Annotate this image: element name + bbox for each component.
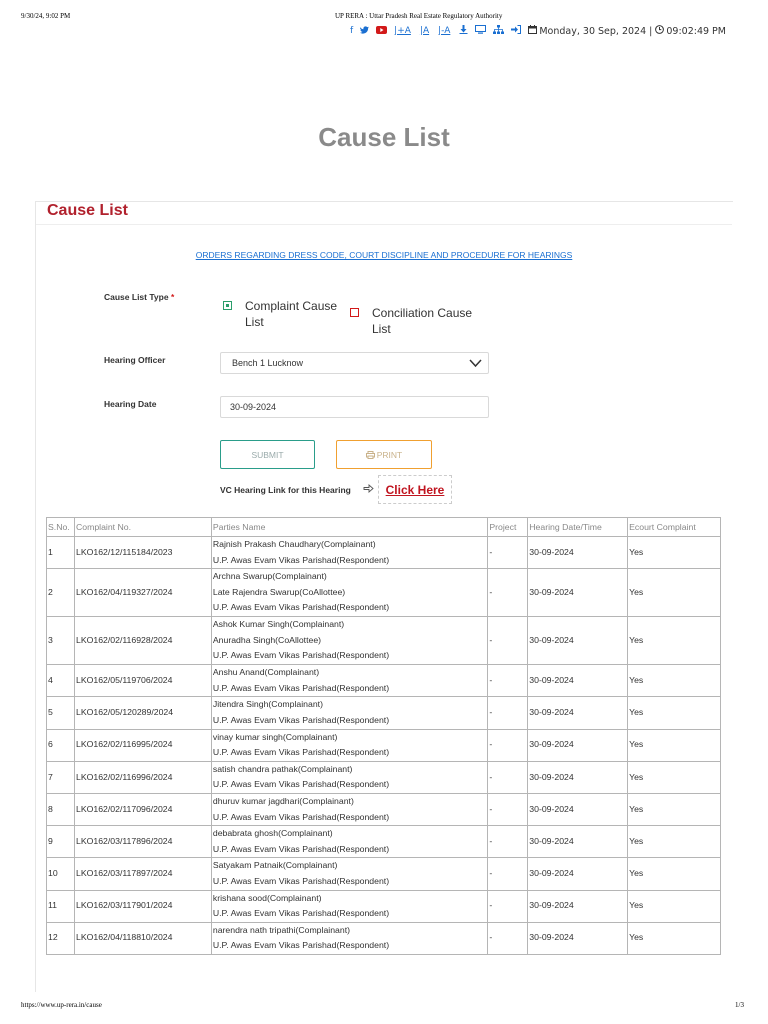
cell-hearing-date: 30-09-2024 [528,922,628,954]
party-name: U.P. Awas Evam Vikas Parishad(Respondent) [212,779,390,790]
sign-in-icon[interactable] [511,25,521,37]
cell-parties [211,537,487,569]
chevron-down-icon [469,358,482,368]
table-row [47,826,721,858]
cell-complaint-no: LKO162/02/116996/2024 [74,761,211,793]
table-row [47,793,721,825]
cell-project: - [488,922,528,954]
cell-complaint-no: LKO162/03/117901/2024 [74,890,211,922]
panel-divider [36,224,732,225]
party-name: U.P. Awas Evam Vikas Parishad(Respondent) [212,650,390,661]
cell-sno: 1 [47,537,75,569]
party-name: Late Rajendra Swarup(CoAllottee) [212,586,346,597]
complaint-cause-list-radio[interactable] [223,301,232,310]
cell-sno: 4 [47,665,75,697]
cell-sno: 12 [47,922,75,954]
cell-ecourt: Yes [628,569,721,617]
table-row [47,537,721,569]
party-name: Jitendra Singh(Complainant) [212,699,323,710]
cell-ecourt: Yes [628,890,721,922]
table-row [47,665,721,697]
cell-ecourt: Yes [628,826,721,858]
party-name: U.P. Awas Evam Vikas Parishad(Respondent) [212,682,390,693]
cell-ecourt: Yes [628,922,721,954]
header-hearing-date: Hearing Date/Time [528,518,628,537]
table-row [47,729,721,761]
conciliation-cause-list-radio[interactable] [350,308,359,317]
cell-project: - [488,858,528,890]
cell-hearing-date: 30-09-2024 [528,697,628,729]
party-name: U.P. Awas Evam Vikas Parishad(Respondent) [212,940,390,951]
cell-hearing-date: 30-09-2024 [528,569,628,617]
cell-complaint-no: LKO162/04/119327/2024 [74,569,211,617]
cell-sno: 6 [47,729,75,761]
cell-complaint-no: LKO162/03/117897/2024 [74,858,211,890]
cell-sno: 11 [47,890,75,922]
header-parties-name: Parties Name [211,518,487,537]
sitemap-icon[interactable] [493,25,504,37]
cell-project: - [488,729,528,761]
cell-hearing-date: 30-09-2024 [528,858,628,890]
party-name: U.P. Awas Evam Vikas Parishad(Respondent) [212,714,390,725]
cell-project: - [488,890,528,922]
print-page-number: 1/3 [735,1001,744,1009]
header-complaint-no: Complaint No. [74,518,211,537]
font-normal-button[interactable]: |A [419,26,430,36]
hearing-date-value: 30-09-2024 [230,402,277,412]
hearing-date-label: Hearing Date [104,399,157,409]
cell-project: - [488,697,528,729]
cell-sno: 10 [47,858,75,890]
orders-link[interactable]: ORDERS REGARDING DRESS CODE, COURT DISCIPLINE AND PROCEDURE FOR HEARINGS [195,250,573,260]
party-name: U.P. Awas Evam Vikas Parishad(Respondent) [212,554,390,565]
party-name: Ashok Kumar Singh(Complainant) [212,619,345,630]
party-name: U.P. Awas Evam Vikas Parishad(Respondent) [212,875,390,886]
party-name: Anshu Anand(Complainant) [212,667,320,678]
print-icon [366,451,375,459]
cell-sno: 2 [47,569,75,617]
cell-parties [211,793,487,825]
party-name: U.P. Awas Evam Vikas Parishad(Respondent) [212,908,390,919]
cell-parties [211,569,487,617]
cell-ecourt: Yes [628,537,721,569]
cell-ecourt: Yes [628,858,721,890]
party-name: vinay kumar singh(Complainant) [212,731,338,742]
monitor-icon[interactable] [475,25,486,37]
header-sno: S.No. [47,518,75,537]
hearing-officer-select[interactable] [220,352,489,374]
cell-complaint-no: LKO162/02/116995/2024 [74,729,211,761]
print-page-title: UP RERA : Uttar Pradesh Real Estate Regulatory Authority [335,12,503,20]
header-ecourt-complaint: Ecourt Complaint [628,518,721,537]
cell-project: - [488,665,528,697]
cell-parties [211,922,487,954]
cell-project: - [488,793,528,825]
cell-ecourt: Yes [628,793,721,825]
conciliation-cause-list-label[interactable]: Conciliation Cause List [372,306,473,336]
vc-link-box [378,475,452,504]
cell-parties [211,617,487,665]
cell-parties [211,729,487,761]
cell-hearing-date: 30-09-2024 [528,890,628,922]
facebook-icon[interactable]: f [350,26,354,36]
table-header-row [47,518,721,537]
cell-project: - [488,537,528,569]
cell-parties [211,761,487,793]
party-name: U.P. Awas Evam Vikas Parishad(Respondent) [212,747,390,758]
print-label: PRINT [376,449,403,460]
print-datetime: 9/30/24, 9:02 PM [21,12,71,20]
required-mark: * [170,292,175,302]
current-date: Monday, 30 Sep, 2024 | [539,25,653,37]
cell-parties [211,890,487,922]
cell-sno: 8 [47,793,75,825]
cell-hearing-date: 30-09-2024 [528,665,628,697]
table-row [47,890,721,922]
hearing-officer-label: Hearing Officer [104,355,166,365]
party-name: narendra nath tripathi(Complainant) [212,924,351,935]
clock-icon [655,25,664,37]
party-name: Archna Swarup(Complainant) [212,571,327,582]
cell-hearing-date: 30-09-2024 [528,793,628,825]
table-row [47,569,721,617]
current-time: 09:02:49 PM [666,25,726,37]
cell-sno: 3 [47,617,75,665]
cell-hearing-date: 30-09-2024 [528,826,628,858]
cell-project: - [488,569,528,617]
party-name: Rajnish Prakash Chaudhary(Complainant) [212,539,376,549]
twitter-icon[interactable] [360,26,369,37]
cell-project: - [488,617,528,665]
panel-title: Cause List [47,202,128,219]
cell-sno: 7 [47,761,75,793]
table-row [47,697,721,729]
cell-hearing-date: 30-09-2024 [528,729,628,761]
cell-parties [211,858,487,890]
cell-sno: 5 [47,697,75,729]
cell-hearing-date: 30-09-2024 [528,617,628,665]
cell-complaint-no: LKO162/03/117896/2024 [74,826,211,858]
download-icon[interactable] [459,25,468,37]
cell-ecourt: Yes [628,697,721,729]
youtube-icon[interactable] [376,26,387,37]
party-name: U.P. Awas Evam Vikas Parishad(Respondent) [212,811,390,822]
font-increase-button[interactable]: |+A [394,26,411,36]
cell-complaint-no: LKO162/02/116928/2024 [74,617,211,665]
complaint-cause-list-label[interactable]: Complaint Cause List [245,299,338,329]
hearing-date-input[interactable] [220,396,489,418]
cell-hearing-date: 30-09-2024 [528,537,628,569]
page-title: Cause List [318,122,450,152]
cell-parties [211,697,487,729]
party-name: dhuruv kumar jagdhari(Complainant) [212,795,354,806]
cell-ecourt: Yes [628,761,721,793]
table-row [47,858,721,890]
hearing-officer-value: Bench 1 Lucknow [232,358,304,368]
table-row [47,761,721,793]
cell-ecourt: Yes [628,617,721,665]
party-name: U.P. Awas Evam Vikas Parishad(Respondent) [212,602,390,613]
header-project: Project [488,518,528,537]
hand-pointer-icon [363,484,374,496]
cell-complaint-no: LKO162/02/117096/2024 [74,793,211,825]
cell-ecourt: Yes [628,665,721,697]
cell-project: - [488,826,528,858]
cell-sno: 9 [47,826,75,858]
cell-complaint-no: LKO162/05/119706/2024 [74,665,211,697]
top-toolbar [350,24,726,38]
party-name: Satyakam Patnaik(Complainant) [212,860,338,871]
calendar-icon [528,25,537,37]
party-name: debabrata ghosh(Complainant) [212,828,333,839]
font-decrease-button[interactable]: |-A [438,26,451,36]
cell-hearing-date: 30-09-2024 [528,761,628,793]
party-name: U.P. Awas Evam Vikas Parishad(Respondent) [212,843,390,854]
vc-hearing-label: VC Hearing Link for this Hearing [220,485,351,495]
print-button[interactable] [336,440,432,469]
cell-ecourt: Yes [628,729,721,761]
cell-complaint-no: LKO162/05/120289/2024 [74,697,211,729]
submit-button[interactable]: SUBMIT [220,440,315,469]
cell-project: - [488,761,528,793]
party-name: krishana sood(Complainant) [212,892,322,903]
click-here-link[interactable]: Click Here [385,482,445,497]
cell-complaint-no: LKO162/04/118810/2024 [74,922,211,954]
cell-parties [211,826,487,858]
cause-list-table [46,517,721,955]
cell-complaint-no: LKO162/12/115184/2023 [74,537,211,569]
print-url: https://www.up-rera.in/cause [21,1001,102,1009]
party-name: satish chandra pathak(Complainant) [212,763,353,774]
cell-parties [211,665,487,697]
cause-list-type-label: Cause List Type * [104,292,175,302]
party-name: Anuradha Singh(CoAllottee) [212,634,322,645]
table-row [47,922,721,954]
table-row [47,617,721,665]
